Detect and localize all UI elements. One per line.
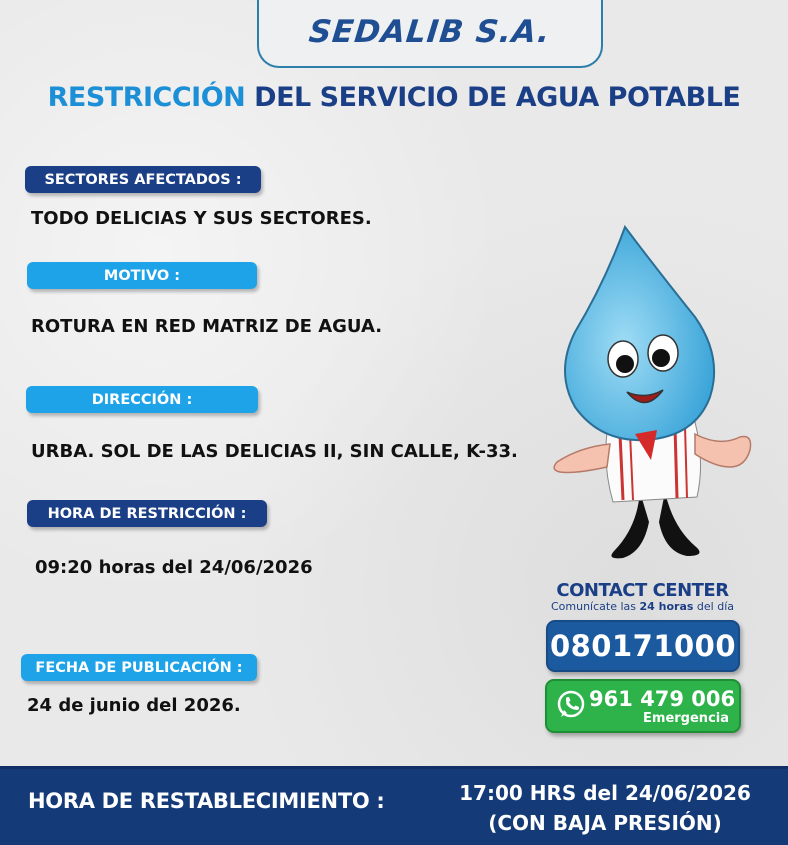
title-highlight: RESTRICCIÓN (47, 82, 246, 113)
motivo-label: MOTIVO : (27, 262, 257, 289)
contact-subtitle: Comunícate las 24 horas del día (550, 600, 735, 613)
page-title (0, 82, 788, 113)
motivo-value: ROTURA EN RED MATRIZ DE AGUA. (31, 316, 383, 337)
direccion-label: DIRECCIÓN : (26, 386, 258, 413)
water-drop-mascot (545, 222, 755, 572)
hora-label: HORA DE RESTRICCIÓN : (27, 500, 267, 527)
direccion-value: URBA. SOL DE LAS DELICIAS II, SIN CALLE, K-33. (31, 441, 518, 462)
logo-header (257, 0, 603, 68)
whatsapp-label: Emergencia (643, 711, 729, 726)
restablecimiento-label: HORA DE RESTABLECIMIENTO : (28, 789, 385, 813)
sectores-label: SECTORES AFECTADOS : (25, 166, 261, 193)
whatsapp-button[interactable] (545, 679, 741, 733)
title-rest: DEL SERVICIO DE AGUA POTABLE (245, 82, 741, 113)
contact-phone[interactable]: 080171000 (546, 620, 740, 672)
fecha-label: FECHA DE PUBLICACIÓN : (21, 654, 257, 681)
logo-text: SEDALIB S.A. (307, 14, 553, 50)
restablecimiento-time: 17:00 HRS del 24/06/2026 (459, 781, 751, 805)
footer-banner (0, 766, 788, 845)
restablecimiento-note: (CON BAJA PRESIÓN) (488, 811, 722, 835)
whatsapp-number: 961 479 006 (589, 687, 736, 711)
whatsapp-icon (555, 689, 587, 721)
hora-value: 09:20 horas del 24/06/2026 (35, 557, 313, 578)
fecha-value: 24 de junio del 2026. (27, 695, 241, 716)
contact-title: CONTACT CENTER (556, 580, 729, 601)
sectores-value: TODO DELICIAS Y SUS SECTORES. (31, 208, 372, 229)
